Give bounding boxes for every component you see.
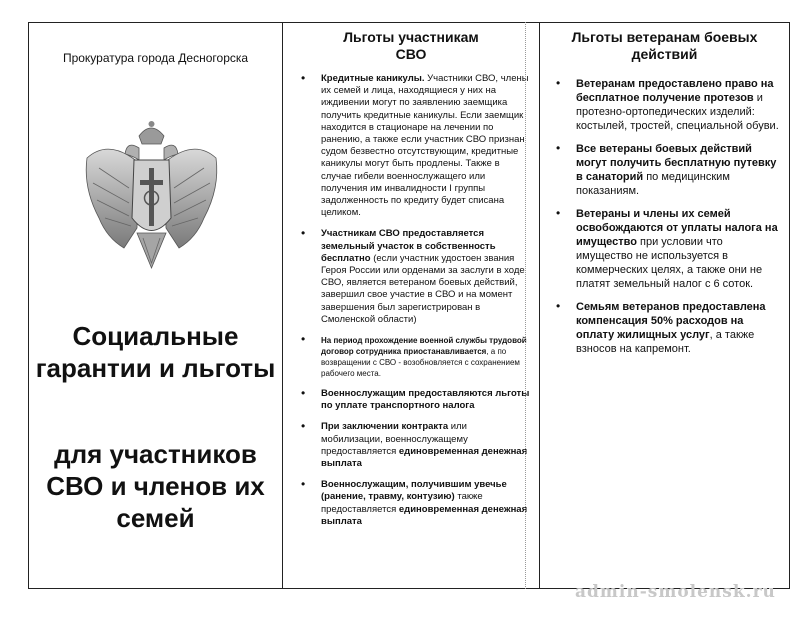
veterans-benefits-column — [539, 23, 789, 588]
list-item: • Военнослужащим, получившим увечье (ранение, травму, контузию) также предоставляется единовременная денежная выплата — [321, 479, 531, 528]
brochure-title: Социальные гарантии и льготы — [35, 321, 276, 383]
watermark: admin-smolensk.ru — [575, 582, 776, 602]
list-item: • На период прохождение военной службы трудовой договор сотрудника приостанавливается, а по возвращении с СВО - возобновляется с сохранением рабочего места. — [321, 335, 531, 379]
list-item: • При заключении контракта или мобилизации, военнослужащему предоставляется единовременная денежная выплата — [321, 421, 531, 470]
prosecutor-emblem-icon — [79, 118, 224, 273]
column-divider — [525, 22, 526, 589]
list-item: • Семьям ветеранов предоставлена компенсация 50% расходов на оплату жилищных услуг, а также взносов на капремонт. — [576, 300, 781, 356]
list-item: • Все ветераны боевых действий могут получить бесплатную путевку в санаторий по медицинским показаниям. — [576, 142, 781, 198]
list-item: • Военнослужащим предоставляются льготы по уплате транспортного налога — [321, 388, 531, 412]
list-item: • Ветеранам предоставлено право на бесплатное получение протезов и протезно-ортопедических изделий: костылей, тростей, специальной обуви. — [576, 77, 781, 133]
svo-benefits-list — [283, 73, 539, 528]
left-panel — [29, 23, 282, 588]
brochure-sheet — [28, 22, 790, 589]
list-item: • Участникам СВО предоставляется земельный участок в собственность бесплатно (если участник удостоен звания Героя России или орденами за заслуги в ходе СВО, является ветераном боевых действий, завершил свое участие в СВО и на момент завершения был зарегистрирован в Смоленской области) — [321, 228, 531, 326]
organization-name: Прокуратура города Десногорска — [62, 51, 249, 65]
svo-benefits-heading: Льготы участникам СВО — [343, 29, 479, 62]
veterans-benefits-list — [540, 77, 789, 356]
veterans-benefits-heading: Льготы ветеранам боевых действий — [571, 29, 758, 62]
list-item: • Ветераны и члены их семей освобождаются от уплаты налога на имущество при условии что имущество не используется в коммерческих целях, а также они не платят земельный налог с 6 соток. — [576, 207, 781, 291]
list-item: • Кредитные каникулы. Участники СВО, члены их семей и лица, находящиеся у них на иждивении могут по заявлению заемщика получить кредитные каникулы. Если заемщик находится в стационаре на лечении по ранению, а также если участник СВО признан судом безвестно отсутствующим, кредитные каникулы могут быть продлены. Также в случае гибели военнослужащего или получения им инвалидности I группы задолженность по кредиту будет списана целиком. — [321, 73, 531, 219]
svo-benefits-column — [282, 23, 539, 588]
brochure-subtitle: для участников СВО и членов их семей — [46, 439, 265, 533]
